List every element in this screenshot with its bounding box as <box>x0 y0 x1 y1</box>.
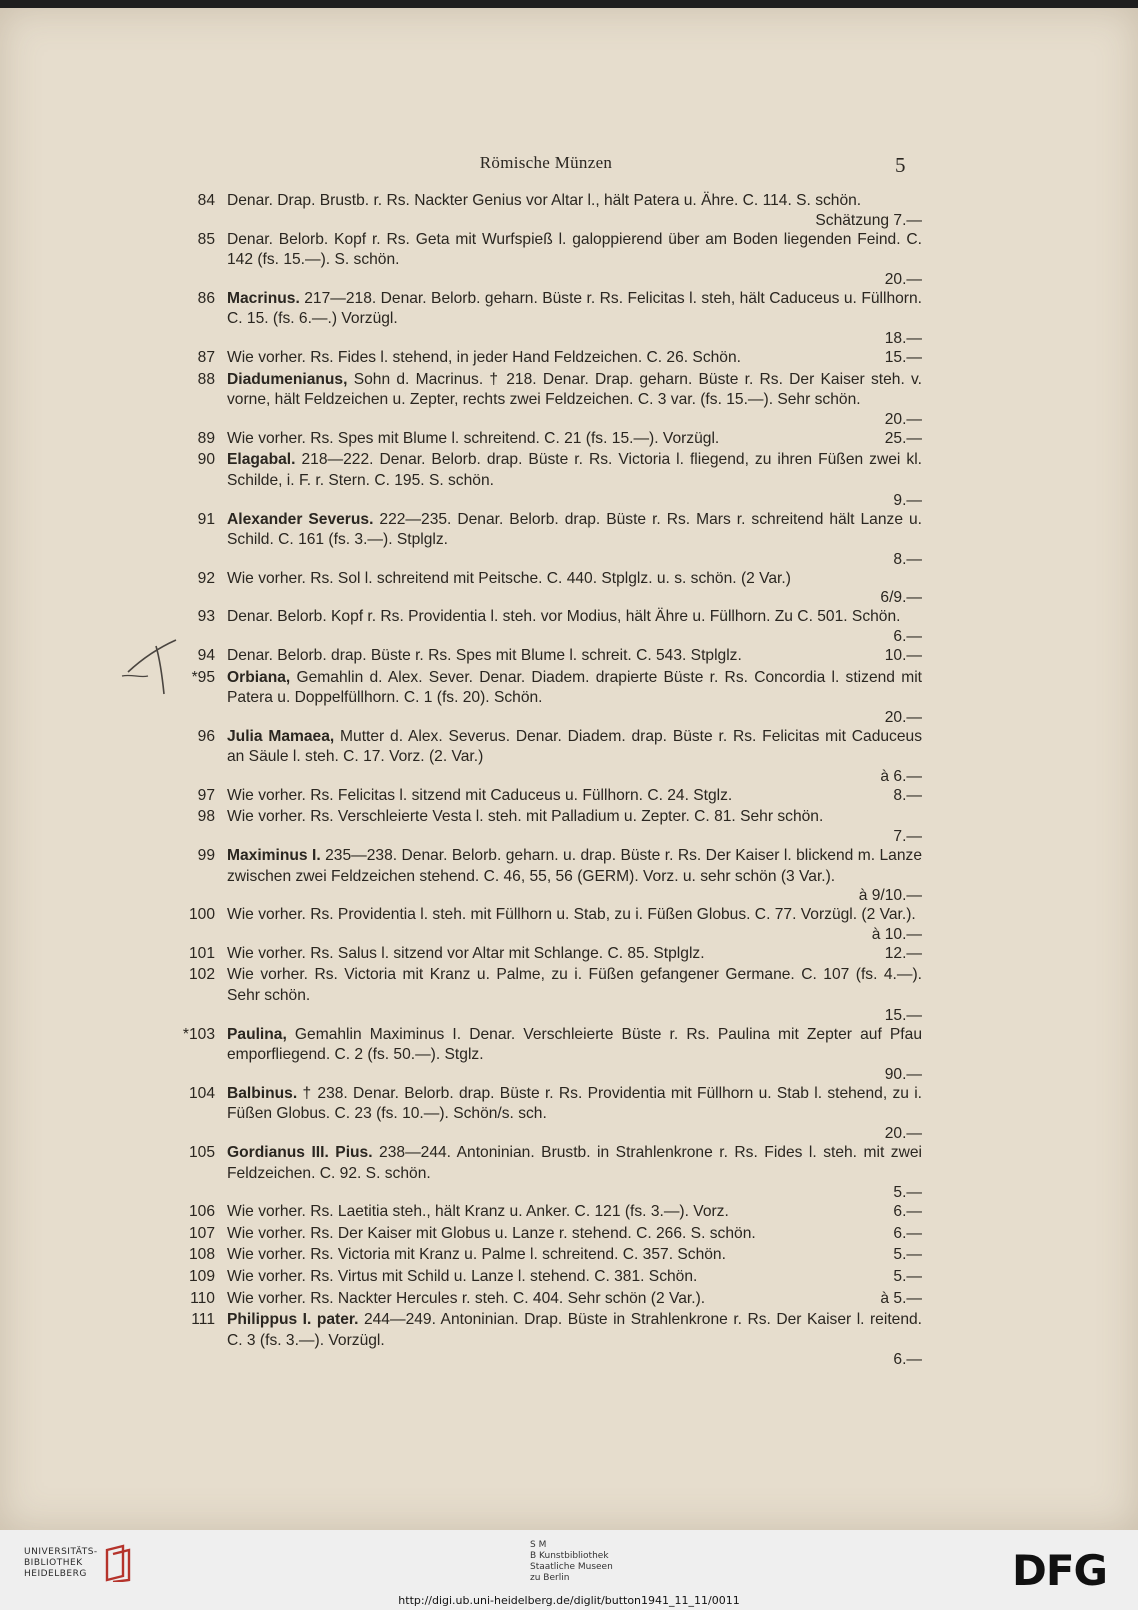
entry-description: Alexander Severus. 222—235. Denar. Belorb. drap. Büste r. Rs. Mars r. schreitend hält Lanze u. Schild. C. 161 (fs. 3.—). Stplglz. <box>227 510 922 549</box>
uni-line: UNIVERSITÄTS- <box>24 1547 98 1557</box>
entry-ruler-name: Philippus I. pater. <box>227 1311 359 1329</box>
kunstbibliothek-logo-text <box>530 1540 613 1584</box>
catalog-entry <box>157 1084 922 1142</box>
entry-price: 10.— <box>884 646 922 664</box>
catalog-entry <box>157 786 922 807</box>
uni-line: BIBLIOTHEK <box>24 1558 83 1568</box>
entry-price: 8.— <box>893 786 922 804</box>
lib-line: B Kunstbibliothek <box>530 1551 609 1561</box>
catalog-entry <box>157 846 922 904</box>
catalog-entry <box>157 230 922 288</box>
entry-price: 6.— <box>893 627 922 645</box>
entry-description: Maximinus I. 235—238. Denar. Belorb. geharn. u. drap. Büste r. Rs. Der Kaiser l. blickend m. Lanze zwischen zwei Feldzeichen stehend. C. 46, 55, 56 (GERM). Vorz. u. sehr schön (3 Var.). <box>227 847 922 885</box>
entry-description: Denar. Belorb. Kopf r. Rs. Geta mit Wurfspieß l. galoppierend über am Boden liegenden Feind. C. 142 (fs. 15.—). S. schön. <box>227 230 922 269</box>
entry-description: 25.— Wie vorher. Rs. Spes mit Blume l. schreitend. C. 21 (fs. 15.—). Vorzügl. <box>227 429 922 450</box>
entry-price: 7.— <box>893 828 922 846</box>
catalog-entry <box>157 668 922 726</box>
uni-line: HEIDELBERG <box>24 1569 87 1579</box>
entry-price: à 6.— <box>880 767 922 785</box>
entry-description: Orbiana, Gemahlin d. Alex. Sever. Denar. Diadem. drapierte Büste r. Rs. Concordia l. stizend mit Patera u. Doppelfüllhorn. C. 1 (fs. 20). Schön. <box>227 668 922 707</box>
entry-description: 15.— Wie vorher. Rs. Fides l. stehend, in jeder Hand Feldzeichen. C. 26. Schön. <box>227 348 922 369</box>
entry-ruler-name: Gordianus III. Pius. <box>227 1144 373 1161</box>
entry-price: 20.— <box>884 270 922 288</box>
entry-price: 6/9.— <box>880 589 922 607</box>
catalog-entry <box>157 191 922 229</box>
catalog-entries <box>157 191 922 1369</box>
entry-description: 8.— Wie vorher. Rs. Felicitas l. sitzend mit Caduceus u. Füllhorn. C. 24. Stglz. <box>227 786 922 807</box>
entry-number: 108 <box>188 1246 215 1264</box>
entry-price: 15.— <box>884 1006 922 1024</box>
entry-ruler-name: Paulina, <box>227 1025 287 1043</box>
university-emblem-icon <box>103 1544 133 1582</box>
entry-number: 110 <box>190 1289 215 1307</box>
entry-price: 18.— <box>884 329 922 347</box>
entry-description: Wie vorher. Rs. Victoria mit Kranz u. Palme, zu i. Füßen gefangener Germane. C. 107 (fs. 4.—). Sehr schön. <box>227 966 922 1005</box>
entry-description: Denar. Belorb. Kopf r. Rs. Providentia l. steh. vor Modius, hält Ähre u. Füllhorn. Zu C. 501. Schön. <box>227 608 901 626</box>
entry-number: 101 <box>188 944 215 962</box>
entry-number: 98 <box>197 808 215 826</box>
catalog-entry <box>157 1310 922 1368</box>
entry-description: Diadumenianus, Sohn d. Macrinus. † 218. Denar. Drap. geharn. Büste r. Rs. Der Kaiser steh. v. vorne, hält Feldzeichen u. Zepter, rechts zwei Feldzeichen. C. 3 var. (fs. 15.—). Sehr schön. <box>227 370 922 409</box>
entry-description: Wie vorher. Rs. Sol l. schreitend mit Peitsche. C. 440. Stplglz. u. s. schön. (2 Var.) <box>227 569 791 587</box>
catalog-entry <box>157 905 922 943</box>
entry-number: *95 <box>191 668 215 686</box>
entry-ruler-name: Diadumenianus, <box>227 370 348 388</box>
entry-price: 6.— <box>893 1224 922 1242</box>
lib-line: zu Berlin <box>530 1573 570 1583</box>
entry-description: Wie vorher. Rs. Verschleierte Vesta l. steh. mit Palladium u. Zepter. C. 81. Sehr schön. <box>227 808 824 826</box>
entry-ruler-name: Orbiana, <box>227 668 291 686</box>
entry-description: Paulina, Gemahlin Maximinus I. Denar. Verschleierte Büste r. Rs. Paulina mit Zepter auf Pfau emporfliegend. C. 2 (fs. 50.—). Stglz. <box>227 1025 922 1064</box>
catalog-entry <box>157 1245 922 1266</box>
entry-number: 106 <box>188 1203 215 1221</box>
entry-number: 102 <box>188 966 215 984</box>
entry-price: 20.— <box>884 410 922 428</box>
catalog-entry <box>157 1289 922 1310</box>
catalog-entry <box>157 1224 922 1245</box>
entry-number: 97 <box>197 786 215 804</box>
catalog-entry <box>157 1202 922 1223</box>
entry-price: 25.— <box>884 429 922 447</box>
entry-description: Gordianus III. Pius. 238—244. Antoninian. Brustb. in Strahlenkrone r. Rs. Fides l. steh. mit zwei Feldzeichen. C. 92. S. schön. <box>227 1144 922 1182</box>
entry-number: 92 <box>197 569 215 587</box>
catalog-entry <box>157 450 922 508</box>
entry-number: 88 <box>197 370 215 388</box>
entry-number: 91 <box>197 510 215 528</box>
entry-number: 100 <box>188 906 215 924</box>
catalog-entry <box>157 348 922 369</box>
entry-description: 6.— Wie vorher. Rs. Laetitia steh., hält Kranz u. Anker. C. 121 (fs. 3.—). Vorz. <box>227 1202 922 1223</box>
lib-line: S M <box>530 1540 547 1550</box>
entry-price: à 10.— <box>871 925 922 943</box>
entry-description: 12.— Wie vorher. Rs. Salus l. sitzend vor Altar mit Schlange. C. 85. Stplglz. <box>227 944 922 965</box>
entry-number: 85 <box>197 230 215 248</box>
catalog-entry <box>157 510 922 568</box>
entry-ruler-name: Maximinus I. <box>227 847 321 865</box>
catalog-entry <box>157 944 922 965</box>
entry-price: 9.— <box>893 491 922 509</box>
catalog-entry <box>157 289 922 347</box>
entry-number: 109 <box>188 1267 215 1285</box>
entry-price: 5.— <box>893 1267 922 1285</box>
entry-price: à 5.— <box>880 1289 922 1307</box>
entry-number: 86 <box>197 289 215 307</box>
page-header-title: Römische Münzen <box>479 153 613 172</box>
entry-price: 20.— <box>884 708 922 726</box>
entry-description: Elagabal. 218—222. Denar. Belorb. drap. Büste r. Rs. Victoria l. fliegend, zu ihren Füßen zwei kl. Schilde, i. F. r. Stern. C. 195. S. schön. <box>227 451 922 489</box>
entry-number: 99 <box>197 847 215 865</box>
footer-bar <box>0 1530 1138 1610</box>
entry-number: 94 <box>197 646 215 664</box>
catalog-entry <box>157 1267 922 1288</box>
entry-number: 105 <box>188 1144 215 1161</box>
entry-description: 6.— Wie vorher. Rs. Der Kaiser mit Globus u. Lanze r. stehend. C. 266. S. schön. <box>227 1224 922 1245</box>
document-page <box>0 8 1138 1530</box>
source-url-link[interactable]: http://digi.ub.uni-heidelberg.de/diglit/button1941_11_11/0011 <box>398 1594 740 1607</box>
page-number: 5 <box>895 153 906 177</box>
catalog-entry <box>157 807 922 845</box>
entry-price: 12.— <box>884 944 922 962</box>
entry-price: 90.— <box>884 1065 922 1083</box>
entry-price: 5.— <box>893 1184 922 1202</box>
entry-description: Wie vorher. Rs. Providentia l. steh. mit Füllhorn u. Stab, zu i. Füßen Globus. C. 77. Vorzügl. (2 Var.). <box>227 906 916 924</box>
entry-price: 6.— <box>893 1203 922 1221</box>
catalog-entry <box>157 1143 922 1201</box>
catalog-entry <box>157 607 922 645</box>
entry-price: 6.— <box>893 1351 922 1369</box>
entry-number: 107 <box>188 1224 215 1242</box>
entry-description: Macrinus. 217—218. Denar. Belorb. geharn. Büste r. Rs. Felicitas l. steh, hält Caduceus u. Füllhorn. C. 15. (fs. 6.—.) Vorzügl. <box>227 289 922 328</box>
catalog-entry <box>157 727 922 785</box>
entry-number: 89 <box>197 429 215 447</box>
entry-number: 111 <box>191 1311 215 1329</box>
entry-price: 20.— <box>884 1125 922 1142</box>
entry-description: 5.— Wie vorher. Rs. Victoria mit Kranz u. Palme l. schreitend. C. 357. Schön. <box>227 1245 922 1266</box>
entry-description: Denar. Drap. Brustb. r. Rs. Nackter Genius vor Altar l., hält Patera u. Ähre. C. 114. S. schön. <box>227 192 862 209</box>
entry-number: 96 <box>197 727 215 745</box>
entry-price: Schätzung 7.— <box>815 211 922 229</box>
entry-ruler-name: Macrinus. <box>227 289 300 307</box>
entry-price: 15.— <box>884 348 922 366</box>
entry-number: 90 <box>197 451 215 469</box>
entry-description: 5.— Wie vorher. Rs. Virtus mit Schild u. Lanze l. stehend. C. 381. Schön. <box>227 1267 922 1288</box>
entry-price: à 9/10.— <box>858 887 922 905</box>
catalog-entry <box>157 965 922 1023</box>
entry-description: Julia Mamaea, Mutter d. Alex. Severus. Denar. Diadem. drap. Büste r. Rs. Felicitas mit Caduceus an Säule l. steh. C. 17. Vorz. (2. Var.) <box>227 727 922 766</box>
entry-ruler-name: Alexander Severus. <box>227 510 374 528</box>
entry-number: 93 <box>197 608 215 626</box>
entry-number: 87 <box>197 348 215 366</box>
lib-line: Staatliche Museen <box>530 1562 613 1572</box>
entry-ruler-name: Elagabal. <box>227 451 296 469</box>
entry-price: 5.— <box>893 1246 922 1264</box>
entry-price: 8.— <box>893 550 922 568</box>
catalog-entry <box>157 1025 922 1083</box>
entry-number: *103 <box>182 1025 215 1043</box>
catalog-entry <box>157 569 922 607</box>
entry-ruler-name: Julia Mamaea, <box>227 727 335 745</box>
entry-number: 84 <box>197 192 215 209</box>
entry-description: Balbinus. † 238. Denar. Belorb. drap. Büste r. Rs. Providentia mit Füllhorn u. Stab l. stehend, zu i. Füßen Globus. C. 23 (fs. 10.—). Schön/s. sch. <box>227 1084 922 1123</box>
scan-border <box>0 0 1138 8</box>
catalog-entry <box>157 429 922 450</box>
catalog-entry <box>157 370 922 428</box>
university-library-logo-text <box>24 1547 98 1580</box>
dfg-logo: DFG <box>1012 1546 1108 1595</box>
entry-description: Philippus I. pater. 244—249. Antoninian. Drap. Büste in Strahlenkrone r. Rs. Der Kaiser l. reitend. C. 3 (fs. 3.—). Vorzügl. <box>227 1311 923 1349</box>
entry-ruler-name: Balbinus. <box>227 1084 298 1102</box>
entry-description: 10.— Denar. Belorb. drap. Büste r. Rs. Spes mit Blume l. schreit. C. 543. Stplglz. <box>227 646 922 667</box>
catalog-entry <box>157 646 922 667</box>
entry-number: 104 <box>188 1084 215 1102</box>
entry-description: à 5.— Wie vorher. Rs. Nackter Hercules r. steh. C. 404. Sehr schön (2 Var.). <box>227 1289 922 1310</box>
